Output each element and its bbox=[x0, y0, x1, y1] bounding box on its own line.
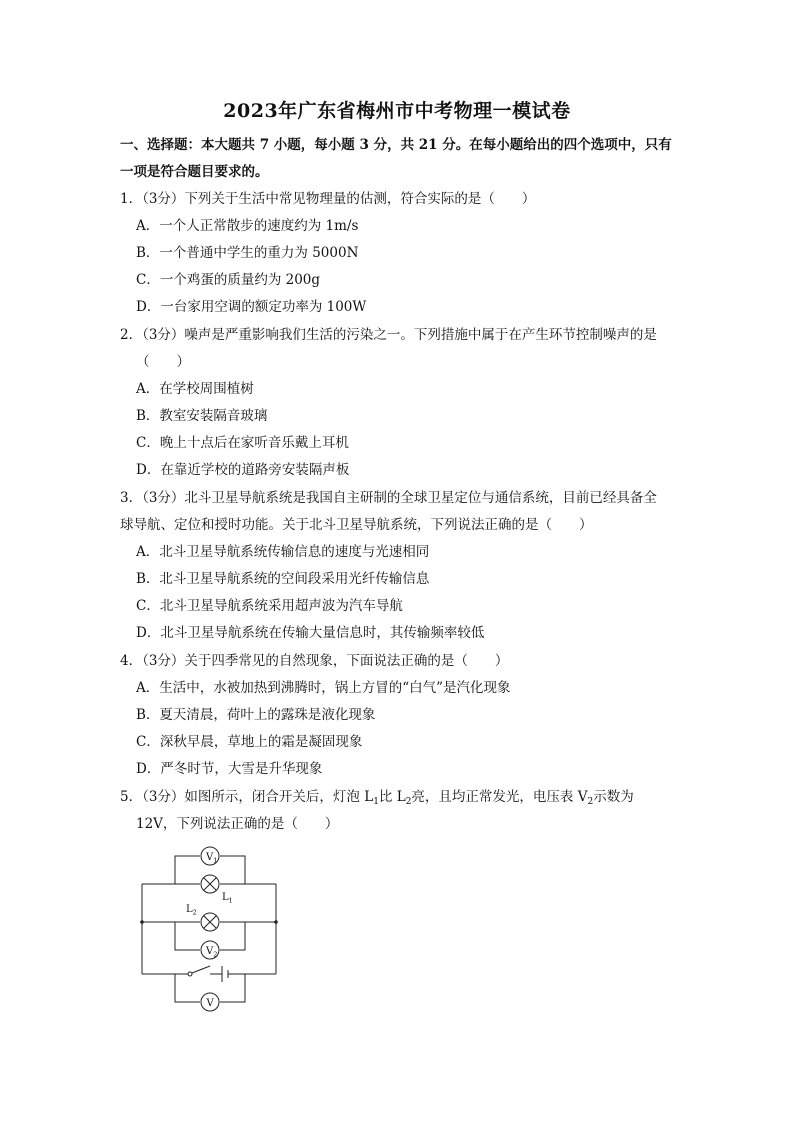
option-d: D．在靠近学校的道路旁安装隔声板 bbox=[136, 462, 350, 478]
wire bbox=[220, 922, 245, 950]
subscript: 2 bbox=[405, 797, 412, 807]
question-2 bbox=[120, 322, 680, 484]
question-stem-continued: （ ） bbox=[136, 354, 190, 370]
switch-icon bbox=[192, 966, 210, 973]
option-b: B．一个普通中学生的重力为 5000N bbox=[136, 245, 359, 261]
subscript: 2 bbox=[587, 797, 594, 807]
v2-label: $V_2$ bbox=[206, 946, 218, 959]
section-heading bbox=[120, 132, 680, 186]
question-3 bbox=[120, 485, 680, 647]
option-c: C．北斗卫星导航系统采用超声波为汽车导航 bbox=[136, 598, 403, 614]
question-1 bbox=[120, 186, 680, 321]
option-b: B．夏天清晨，荷叶上的露珠是液化现象 bbox=[136, 707, 376, 723]
option-d: D．北斗卫星导航系统在传输大量信息时，其传输频率较低 bbox=[136, 625, 485, 641]
section-heading-line-2: 一项是符合题目要求的。 bbox=[120, 164, 269, 180]
question-stem-continued: 12V，下列说法正确的是（ ） bbox=[136, 816, 339, 832]
option-a: A．一个人正常散步的速度约为 1m/s bbox=[136, 218, 359, 234]
switch-contact bbox=[188, 972, 192, 976]
option-a: A．生活中，水被加热到沸腾时，锅上方冒的“白气”是汽化现象 bbox=[136, 680, 511, 696]
page-title: 2023年广东省梅州市中考物理一模试卷 bbox=[223, 100, 571, 122]
option-c: C．一个鸡蛋的质量约为 200g bbox=[136, 272, 321, 288]
l2-label: $L_2$ bbox=[186, 904, 197, 917]
option-c: C．晚上十点后在家听音乐戴上耳机 bbox=[136, 435, 349, 451]
option-b: B．北斗卫星导航系统的空间段采用光纤传输信息 bbox=[136, 571, 430, 587]
wire bbox=[220, 856, 245, 884]
question-stem: 4．（3分）关于四季常见的自然现象，下面说法正确的是（ ） bbox=[120, 653, 509, 669]
question-stem-continued: 球导航、定位和授时功能。关于北斗卫星导航系统，下列说法正确的是（ ） bbox=[120, 517, 593, 533]
option-c: C．深秋早晨，草地上的霜是凝固现象 bbox=[136, 734, 363, 750]
wire bbox=[175, 974, 200, 1002]
option-a: A．在学校周围植树 bbox=[136, 381, 254, 397]
option-d: D．严冬时节，大雪是升华现象 bbox=[136, 761, 323, 777]
subscript: 1 bbox=[373, 797, 379, 807]
wire bbox=[175, 922, 200, 950]
question-5 bbox=[120, 784, 680, 838]
v1-label: $V_1$ bbox=[206, 852, 218, 865]
junction-dot bbox=[140, 920, 144, 924]
option-d: D．一台家用空调的额定功率为 100W bbox=[136, 299, 367, 315]
question-stem: 2．（3分）噪声是严重影响我们生活的污染之一。下列措施中属于在产生环节控制噪声的是 bbox=[120, 327, 657, 343]
question-stem: 3．（3分）北斗卫星导航系统是我国自主研制的全球卫星定位与通信系统，目前已经具备全 bbox=[120, 490, 657, 506]
stem-part: 比 L bbox=[378, 789, 406, 805]
stem-part: 5．（3分）如图所示，闭合开关后，灯泡 L bbox=[120, 789, 374, 805]
wire bbox=[175, 856, 200, 884]
question-stem: 1．（3分）下列关于生活中常见物理量的估测，符合实际的是（ ） bbox=[120, 191, 536, 207]
l1-label: $L_1$ bbox=[222, 892, 233, 905]
wire bbox=[220, 974, 245, 1002]
section-heading-line-1: 一、选择题：本大题共 7 小题，每小题 3 分，共 21 分。在每小题给出的四个选项中，只有 bbox=[120, 137, 672, 153]
question-stem bbox=[120, 784, 680, 811]
stem-part: 亮，且均正常发光，电压表 V bbox=[411, 789, 588, 805]
circuit-diagram bbox=[130, 842, 290, 1022]
junction-dot bbox=[274, 920, 278, 924]
question-4 bbox=[120, 648, 680, 783]
v-label: V bbox=[206, 998, 214, 1009]
option-b: B．教室安装隔音玻璃 bbox=[136, 408, 268, 424]
stem-part: 示数为 bbox=[593, 789, 634, 805]
option-a: A．北斗卫星导航系统传输信息的速度与光速相同 bbox=[136, 544, 430, 560]
